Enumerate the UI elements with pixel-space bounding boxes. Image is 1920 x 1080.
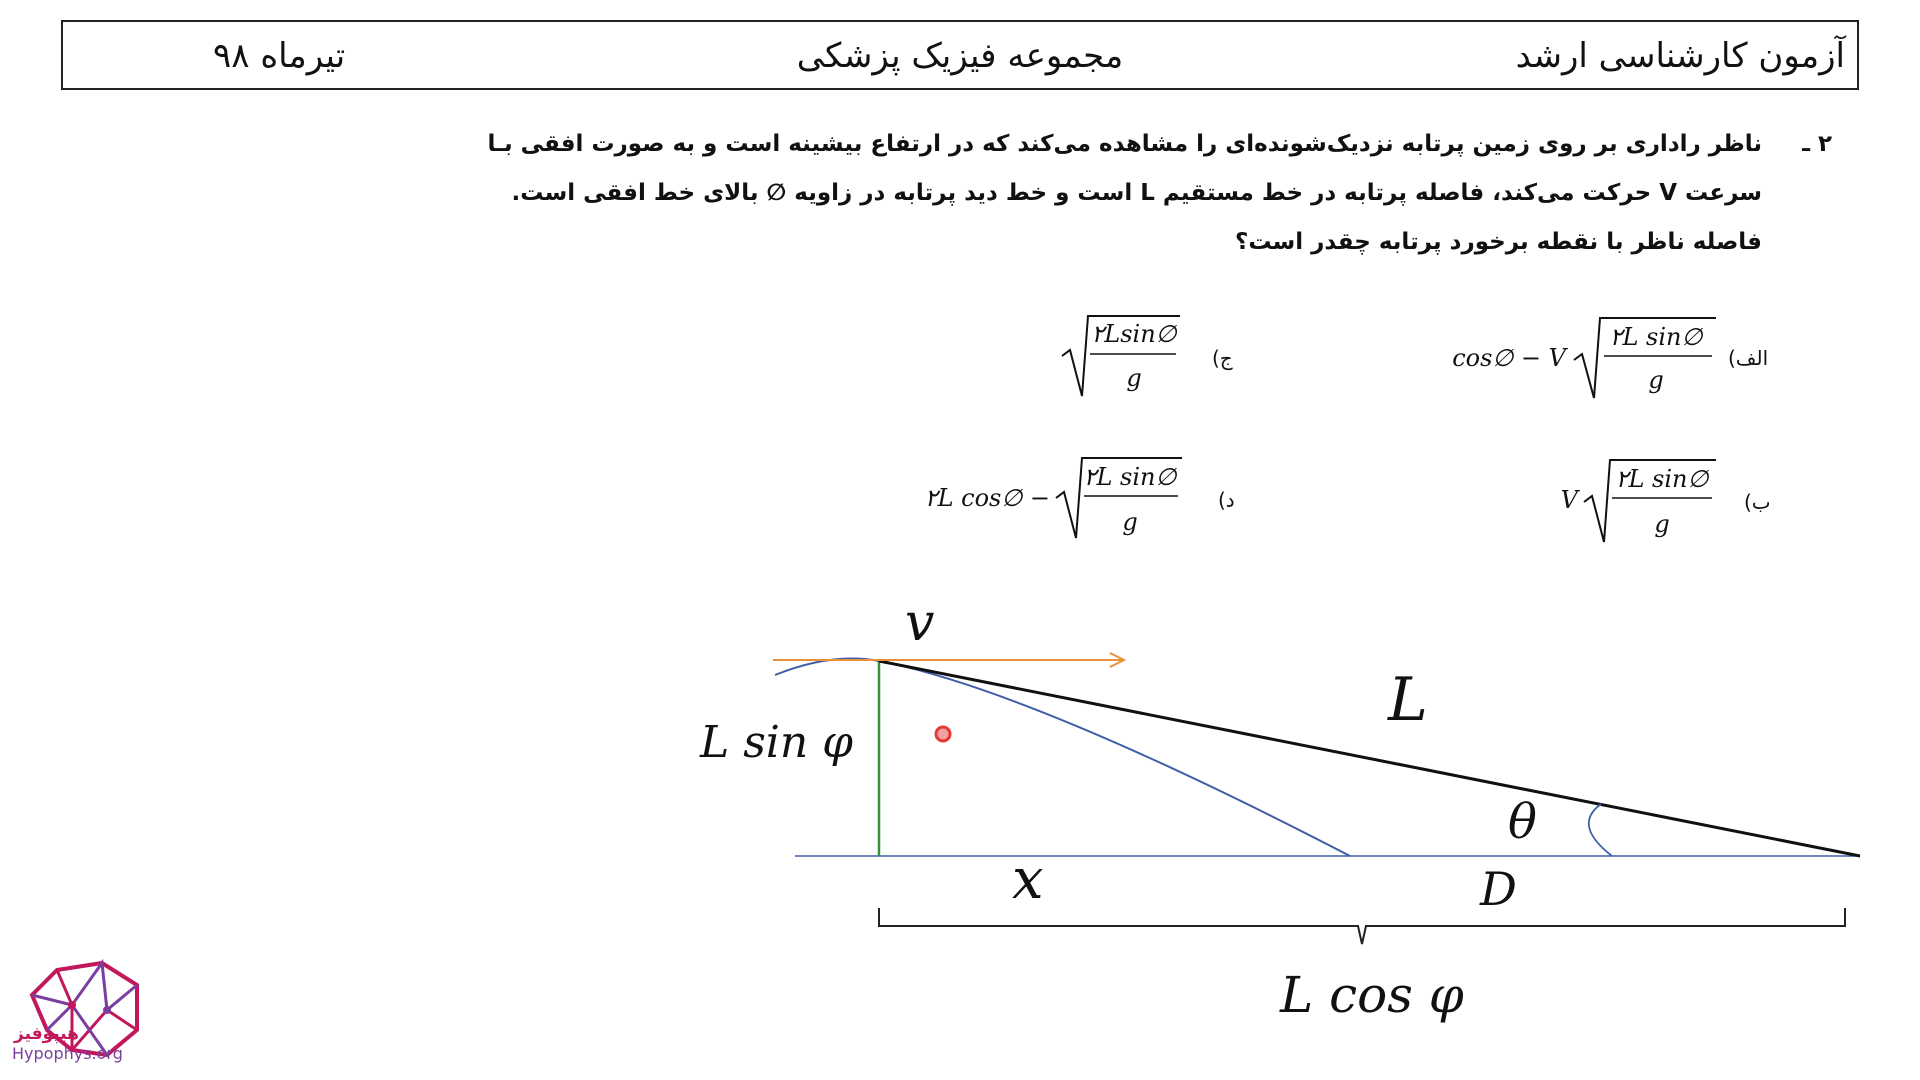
option-alef-prefix: cos∅ − V [1452, 344, 1566, 372]
pointer-dot [936, 727, 950, 741]
exam-title: آزمون کارشناسی ارشد [1515, 36, 1845, 76]
label-base: L cos φ [1280, 966, 1464, 1024]
question-number: ۲ ـ [1802, 131, 1832, 157]
option-alef-label: الف) [1728, 346, 1769, 370]
label-L: L [1388, 665, 1428, 735]
option-dal-label: د) [1218, 488, 1235, 512]
question-line-2: سرعت V حرکت می‌کند، فاصله پرتابه در خط مستقیم L است و خط دید پرتابه در زاویه ∅ بالای خط افقی است. [511, 180, 1762, 206]
option-be-label: ب) [1744, 490, 1771, 514]
option-dal-prefix: ۲L cos∅ − [924, 484, 1050, 512]
label-v: v [905, 593, 935, 653]
question-line-3: فاصله ناظر با نقطه برخورد پرتابه چقدر است؟ [1234, 229, 1762, 255]
exam-date: تیرماه ۹۸ [213, 36, 346, 76]
projectile-diagram [699, 593, 1860, 1024]
angle-arc [1589, 804, 1612, 856]
option-dal-numerator: ۲L sin∅ [1083, 463, 1177, 491]
option-be-denominator: g [1654, 510, 1670, 538]
option-be-formula [1561, 460, 1716, 542]
option-jim-numerator: ۲Lsin∅ [1091, 320, 1177, 348]
option-alef-denominator: g [1648, 366, 1664, 394]
label-height: L sin φ [700, 717, 853, 768]
logo-text-fa: هیپوفیز [14, 1024, 79, 1044]
option-dal-denominator: g [1122, 508, 1138, 536]
option-dal-formula [925, 458, 1182, 538]
option-jim-formula [1062, 316, 1180, 396]
label-D: D [1480, 862, 1517, 916]
question-line-1: ناظر راداری بر روی زمین پرتابه نزدیک‌شونده‌ای را مشاهده می‌کند که در ارتفاع بیشینه است و به صورت افقی بـا [487, 131, 1762, 157]
option-be-prefix: V [1560, 486, 1578, 514]
option-be-numerator: ۲L sin∅ [1615, 465, 1709, 493]
subject-title: مجموعه فیزیک پزشکی [796, 36, 1124, 76]
option-alef-formula [1452, 318, 1716, 398]
trajectory-curve [775, 658, 1350, 856]
label-theta: θ [1508, 794, 1537, 850]
option-jim-label: ج) [1212, 346, 1233, 370]
label-x: x [1012, 847, 1044, 912]
logo-text-en: Hypophys.org [12, 1044, 123, 1063]
base-brace [879, 908, 1845, 944]
option-alef-numerator: ۲L sin∅ [1609, 323, 1703, 351]
option-jim-denominator: g [1126, 364, 1142, 392]
line-of-sight [879, 661, 1860, 856]
